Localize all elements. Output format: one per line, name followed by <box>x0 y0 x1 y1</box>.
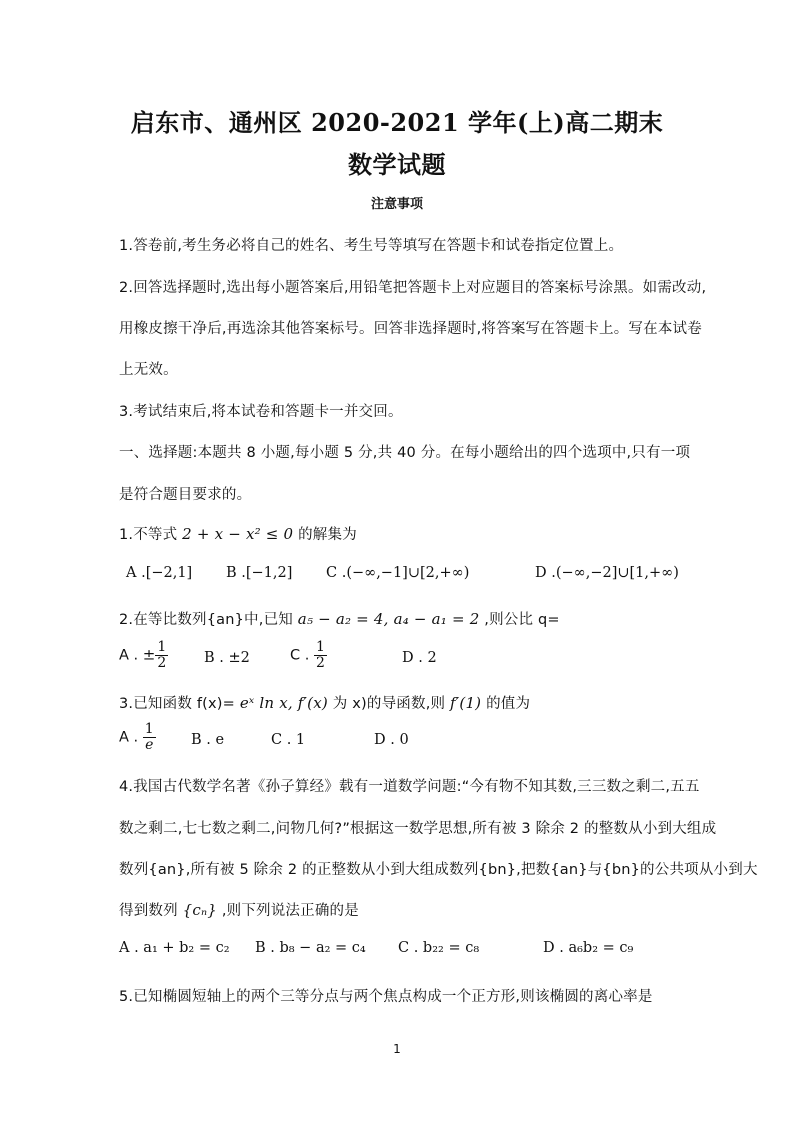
q3-option-d: D . 0 <box>374 732 409 748</box>
q2-prefix: 2.在等比数列{an}中,已知 <box>119 612 293 628</box>
question-3 <box>119 692 530 713</box>
q3-option-a-denominator: e <box>145 737 154 753</box>
q4-option-c: C . b₂₂ = c₈ <box>398 940 480 956</box>
notice-3: 3.考试结束后,将本试卷和答题卡一并交回。 <box>119 404 403 420</box>
q3-option-a <box>119 722 156 753</box>
q4-option-b: B . b₈ − a₂ = c₄ <box>255 940 366 956</box>
q3-suffix: 的值为 <box>486 696 531 712</box>
q1-option-b: B .[−1,2] <box>226 565 293 581</box>
q2-option-c-fraction <box>314 640 327 671</box>
q3-option-a-label: A . <box>119 729 139 746</box>
q2-option-a <box>119 640 168 671</box>
section-1-instructions-line-1: 一、选择题:本题共 8 小题,每小题 5 分,共 40 分。在每小题给出的四个选项中,只有一项 <box>119 445 691 461</box>
q3-option-a-numerator: 1 <box>144 721 154 737</box>
q3-math-1: eˣ ln x, f′(x) <box>239 694 328 712</box>
q4-option-a: A . a₁ + b₂ = c₂ <box>119 940 230 956</box>
q4-last-math: {cₙ} <box>182 901 217 919</box>
q3-option-c: C . 1 <box>271 732 306 748</box>
q3-mid: 为 x)的导函数,则 <box>332 696 446 712</box>
q2-math: a₅ − a₂ = 4, a₄ − a₁ = 2 <box>297 610 480 628</box>
page-number: 1 <box>393 1042 401 1056</box>
q1-prefix: 1.不等式 <box>119 527 178 543</box>
q4-option-d: D . a₆b₂ = c₉ <box>543 940 634 956</box>
q1-suffix: 的解集为 <box>298 527 357 543</box>
q4-last-suffix: ,则下列说法正确的是 <box>221 903 359 919</box>
exam-subtitle: 数学试题 <box>348 150 446 179</box>
question-4-line-2: 数之剩二,七七数之剩二,问物几何?”根据这一数学思想,所有被 3 除余 2 的整数从小到大组成 <box>119 821 717 837</box>
q1-option-a: A .[−2,1] <box>126 565 193 581</box>
q1-math: 2 + x − x² ≤ 0 <box>182 525 294 543</box>
q3-option-b: B . e <box>191 732 225 748</box>
q1-option-c: C .(−∞,−1]∪[2,+∞) <box>326 565 470 581</box>
question-2 <box>119 608 560 629</box>
q3-prefix: 3.已知函数 f(x)= <box>119 696 235 712</box>
q2-option-c-denominator: 2 <box>315 655 325 671</box>
q3-math-2: f′(1) <box>450 694 482 712</box>
q2-option-a-sign: ± <box>142 645 156 664</box>
q4-last-prefix: 得到数列 <box>119 903 178 919</box>
q2-option-a-label: A . <box>119 647 139 664</box>
q2-option-a-fraction <box>155 640 168 671</box>
question-4-line-3: 数列{an},所有被 5 除余 2 的正整数从小到大组成数列{bn},把数{an}与{bn}的公共项从小到大 <box>119 862 758 878</box>
q2-option-a-numerator: 1 <box>157 639 167 655</box>
q2-option-d: D . 2 <box>402 650 437 666</box>
question-1 <box>119 523 357 544</box>
q2-option-c-numerator: 1 <box>315 639 325 655</box>
q2-option-b: B . ±2 <box>204 650 250 666</box>
q1-option-d: D .(−∞,−2]∪[1,+∞) <box>535 565 679 581</box>
notice-2-line-3: 上无效。 <box>119 362 178 378</box>
notice-heading: 注意事项 <box>370 197 423 212</box>
q3-option-a-fraction <box>143 722 156 753</box>
notice-2-line-1: 2.回答选择题时,选出每小题答案后,用铅笔把答题卡上对应题目的答案标号涂黑。如需改动, <box>119 280 707 296</box>
q2-option-a-denominator: 2 <box>157 655 167 671</box>
q2-suffix: ,则公比 q= <box>484 612 560 628</box>
notice-2-line-2: 用橡皮擦干净后,再选涂其他答案标号。回答非选择题时,将答案写在答题卡上。写在本试卷 <box>119 321 702 337</box>
q2-option-c-label: C . <box>290 647 310 664</box>
question-4-line-1: 4.我国古代数学名著《孙子算经》载有一道数学问题:“今有物不知其数,三三数之剩二,五五 <box>119 779 700 795</box>
q2-option-c <box>290 640 327 671</box>
question-5: 5.已知椭圆短轴上的两个三等分点与两个焦点构成一个正方形,则该椭圆的离心率是 <box>119 989 653 1005</box>
exam-title: 启东市、通州区 2020-2021 学年(上)高二期末 <box>130 108 664 137</box>
section-1-instructions-line-2: 是符合题目要求的。 <box>119 487 252 503</box>
notice-1: 1.答卷前,考生务必将自己的姓名、考生号等填写在答题卡和试卷指定位置上。 <box>119 238 624 254</box>
question-4-line-4 <box>119 899 359 920</box>
